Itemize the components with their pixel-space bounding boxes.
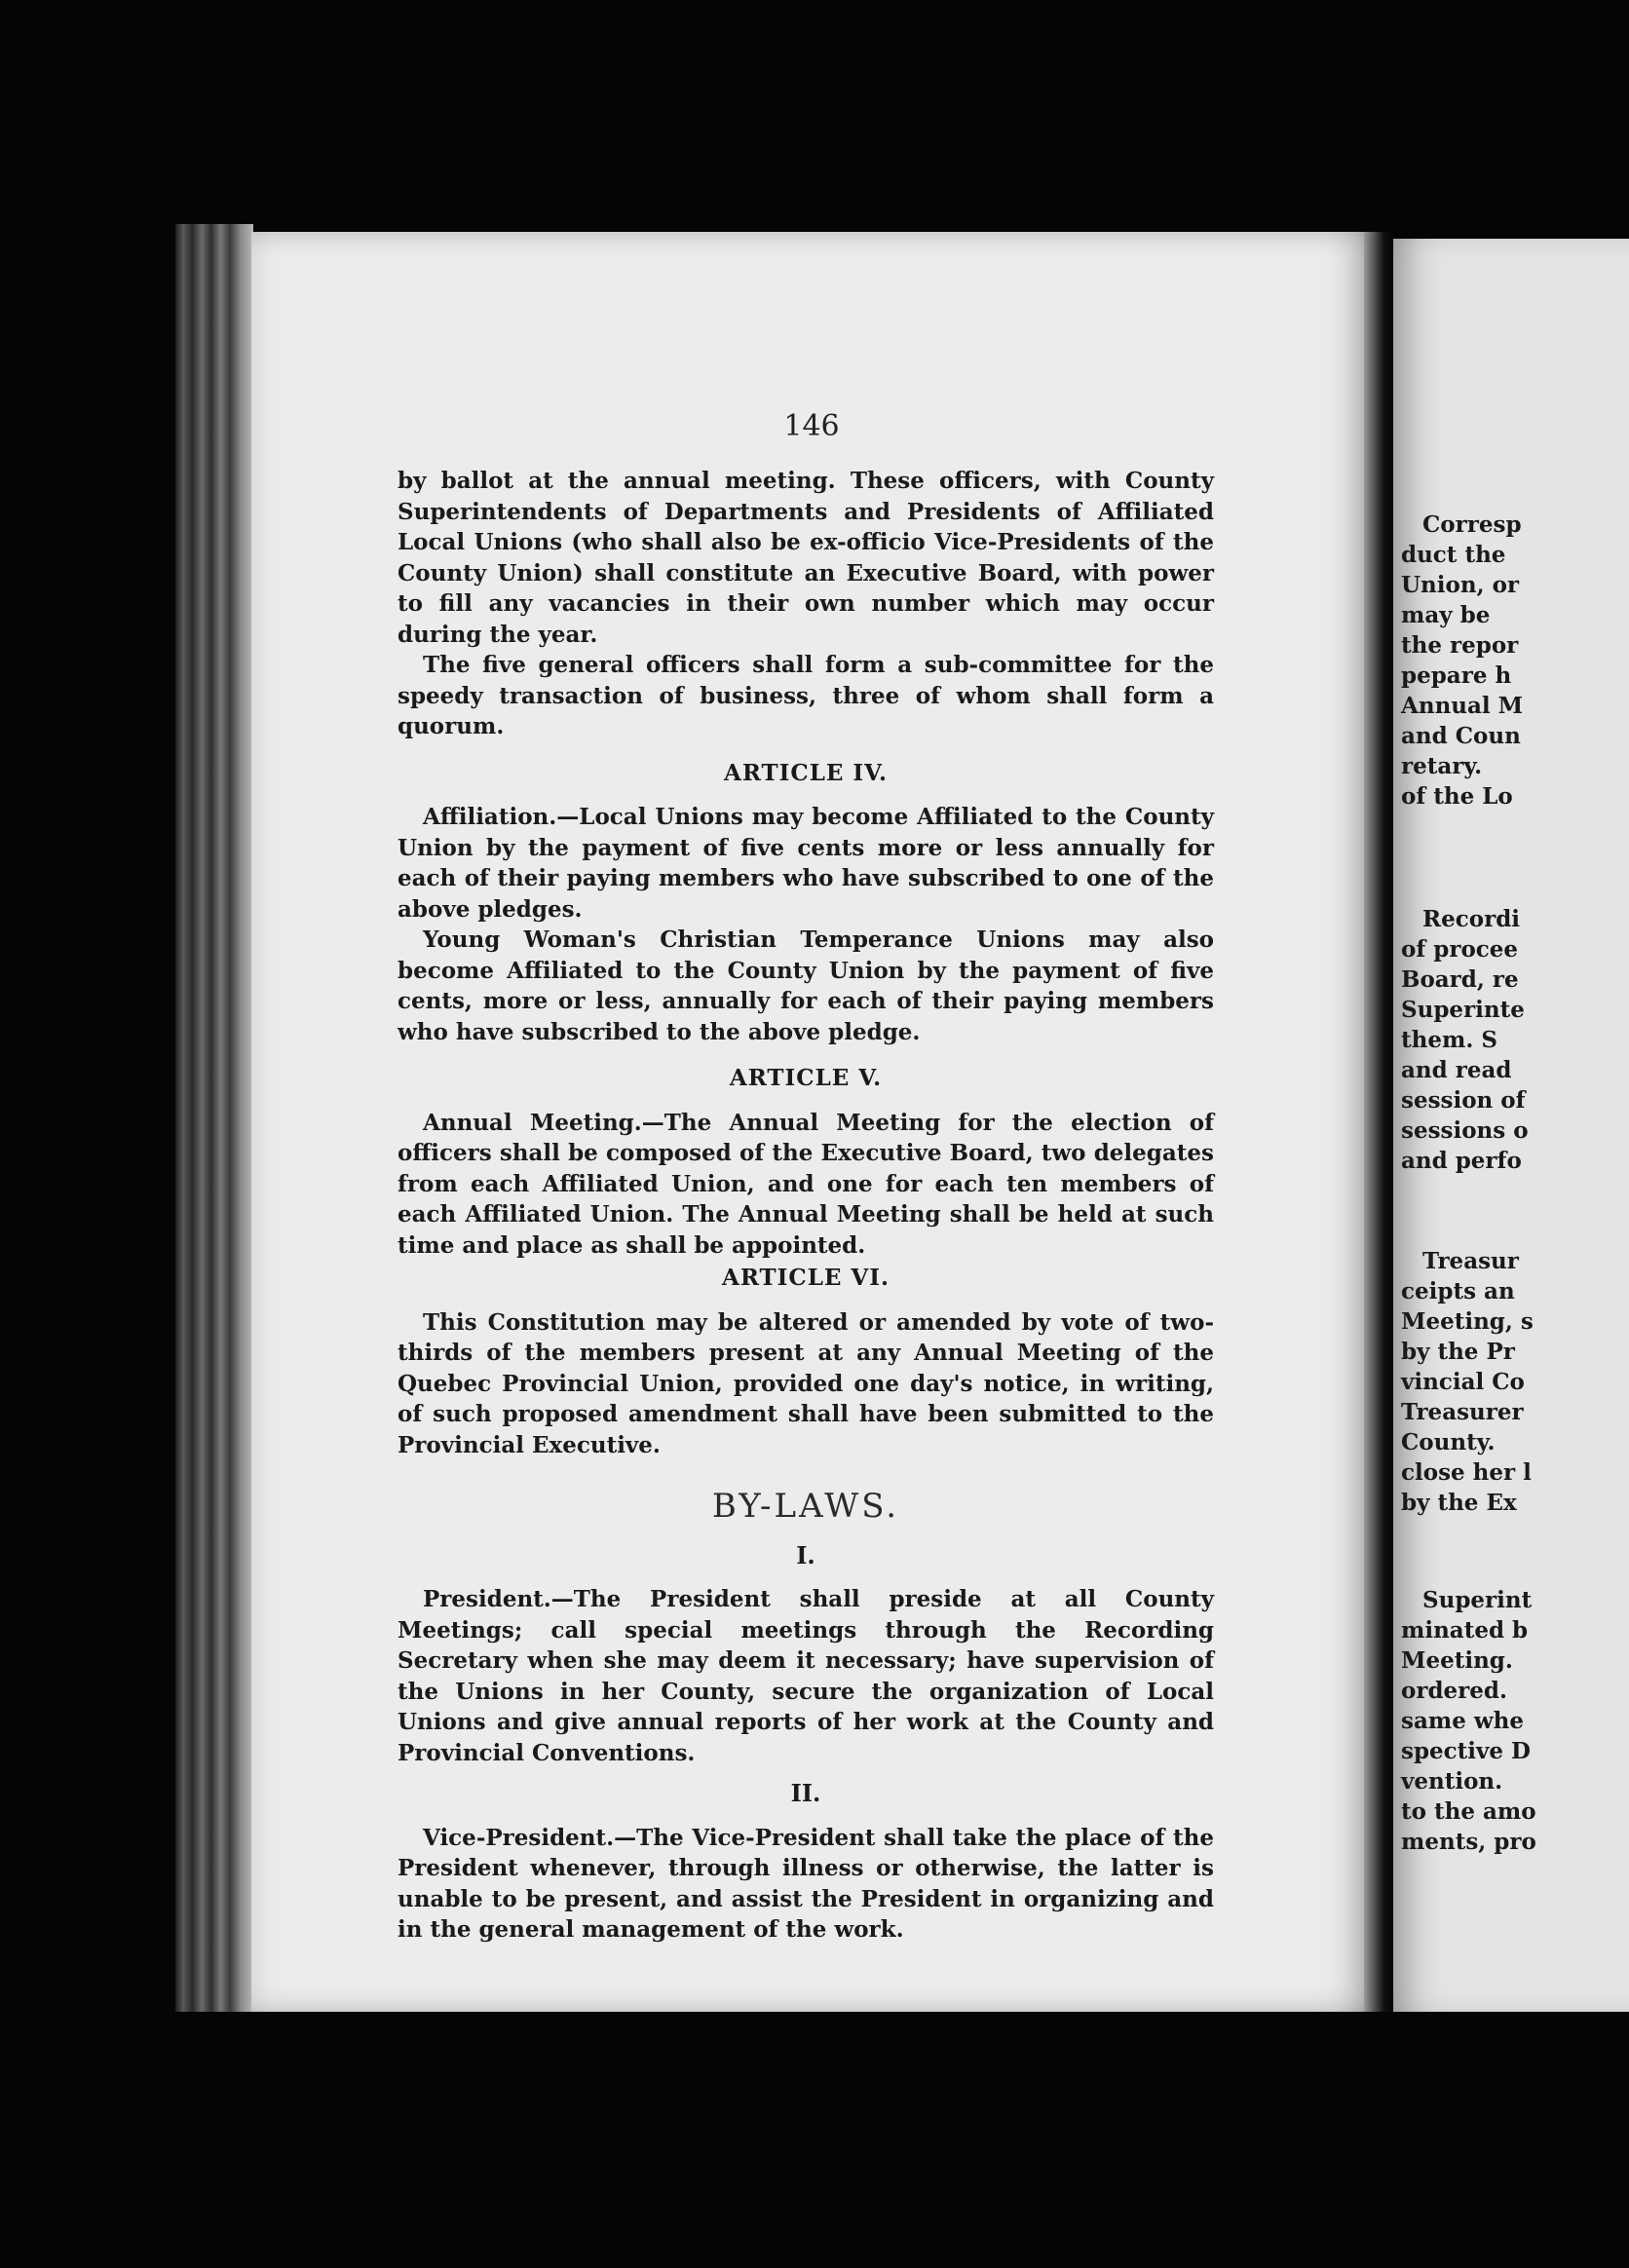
facing-page-line: by the Ex bbox=[1401, 1490, 1517, 1516]
facing-page-line: of the Lo bbox=[1401, 783, 1513, 810]
article-5-heading: ARTICLE V. bbox=[729, 1065, 883, 1091]
facing-page-line: Meeting. bbox=[1401, 1647, 1513, 1674]
facing-page-line: session of bbox=[1401, 1087, 1526, 1114]
book-spine bbox=[175, 224, 253, 2012]
right-page-partial bbox=[1393, 239, 1629, 2012]
facing-page-line: of procee bbox=[1401, 936, 1519, 963]
facing-page-line: ordered. bbox=[1401, 1678, 1508, 1704]
facing-page-line: Superint bbox=[1422, 1587, 1533, 1613]
bylaws-title: BY-LAWS. bbox=[711, 1487, 900, 1526]
facing-page-line: County. bbox=[1401, 1429, 1496, 1455]
article-5-paragraph-1: Annual Meeting.—The Annual Meeting for the election of officers shall be composed of the Executive Board, two delegates from each Affiliated Union, and one for each ten members of each Affiliated Union. The Annual Meeting shall be held at such time and place as shall be appointed. bbox=[398, 1109, 1214, 1259]
facing-page-line: same whe bbox=[1401, 1708, 1524, 1734]
facing-page-line: Corresp bbox=[1422, 511, 1522, 538]
article-6-heading: ARTICLE VI. bbox=[721, 1265, 890, 1291]
facing-page-line: Meeting, s bbox=[1401, 1308, 1534, 1335]
facing-page-line: ments, pro bbox=[1401, 1829, 1536, 1855]
facing-page-line: them. S bbox=[1401, 1027, 1497, 1053]
page-number: 146 bbox=[783, 409, 840, 443]
article-4-paragraph-2: Young Woman's Christian Temperance Unions may also become Affiliated to the County Union by the payment of five cents, more or less, annually for each of their paying members who have subscribed to the above pledge. bbox=[398, 926, 1214, 1045]
facing-page-line: retary. bbox=[1401, 753, 1483, 779]
page-body bbox=[398, 466, 1214, 1946]
bylaw-1-text: President.—The President shall preside at all County Meetings; call special meetings through the Recording Secretary when she may deem it necessary; have supervision of the Unions in her County, secure the organization of Local Unions and give annual reports of her work at the County and Provincial Conventions. bbox=[398, 1586, 1214, 1766]
facing-page-line: close her l bbox=[1401, 1459, 1532, 1486]
facing-page-line: vention. bbox=[1401, 1768, 1503, 1795]
facing-page-line: Treasur bbox=[1422, 1248, 1519, 1274]
bylaw-2-text: Vice-President.—The Vice-President shall take the place of the President whenever, through illness or otherwise, the latter is unable to be present, and assist the President in organizing and in the general management of the work. bbox=[398, 1824, 1214, 1943]
facing-page-line: Union, or bbox=[1401, 572, 1520, 598]
facing-page-line: the repor bbox=[1401, 632, 1519, 659]
facing-page-line: Recordi bbox=[1422, 906, 1521, 932]
facing-page-line: and perfo bbox=[1401, 1148, 1522, 1174]
facing-page-line: pepare h bbox=[1401, 662, 1512, 689]
facing-page-line: ceipts an bbox=[1401, 1278, 1515, 1304]
intro-paragraph-2: The five general officers shall form a sub-committee for the speedy transaction of business, three of whom shall form a quorum. bbox=[398, 652, 1214, 739]
facing-page-line: and read bbox=[1401, 1057, 1512, 1083]
facing-page-line: to the amo bbox=[1401, 1798, 1536, 1825]
facing-page-line: Board, re bbox=[1401, 966, 1519, 993]
page-gutter bbox=[1364, 232, 1397, 2012]
intro-paragraph-1: by ballot at the annual meeting. These officers, with County Superintendents of Departments and Presidents of Affiliated Local Unions (who shall also be ex-officio Vice-Presidents of the County Union) shall constitute an Executive Board, with power to fill any vacancies in their own number which may occur during the year. bbox=[398, 468, 1214, 648]
facing-page-line: by the Pr bbox=[1401, 1339, 1515, 1365]
bylaw-2-numeral: II. bbox=[790, 1779, 821, 1807]
bylaw-1-numeral: I. bbox=[796, 1540, 815, 1569]
article-4-heading: ARTICLE IV. bbox=[723, 759, 889, 786]
article-4-paragraph-1: Affiliation.—Local Unions may become Affiliated to the County Union by the payment of five cents more or less annually for each of their paying members who have subscribed to one of the above pledges. bbox=[398, 804, 1214, 923]
facing-page-line: sessions o bbox=[1401, 1117, 1529, 1144]
facing-page-line: Annual M bbox=[1401, 693, 1524, 719]
facing-page-line: vincial Co bbox=[1401, 1369, 1525, 1395]
facing-page-line: minated b bbox=[1401, 1617, 1529, 1644]
facing-page-line: may be bbox=[1401, 602, 1491, 628]
facing-page-line: Treasurer bbox=[1401, 1399, 1524, 1425]
article-6-paragraph-1: This Constitution may be altered or amended by vote of two-thirds of the members present at any Annual Meeting of the Quebec Provincial Union, provided one day's notice, in writing, of such proposed amendment shall have been submitted to the Provincial Executive. bbox=[398, 1308, 1214, 1458]
facing-page-line: spective D bbox=[1401, 1738, 1531, 1764]
facing-page-line: Superinte bbox=[1401, 997, 1525, 1023]
facing-page-line: duct the bbox=[1401, 542, 1506, 568]
facing-page-line: and Coun bbox=[1401, 723, 1521, 749]
